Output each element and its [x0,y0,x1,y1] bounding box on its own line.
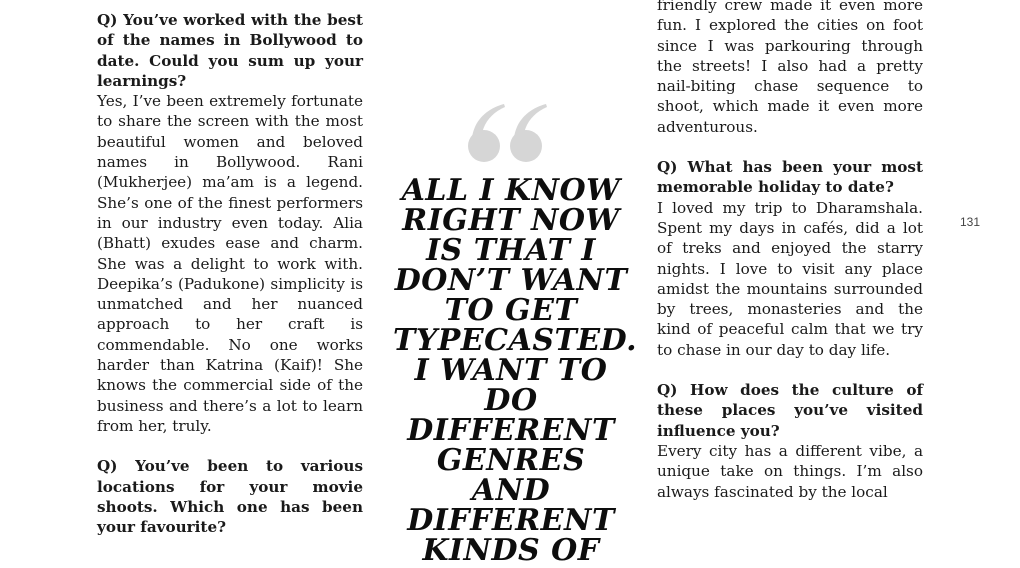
answer-1: Yes, I’ve been extremely fortunate to share the screen with the most beautiful women and beloved names in Bollywood. Rani (Mukherjee) ma’am is a legend. She’s one of the finest performers in our industry even today. Alia (Bhatt) exudes ease and charm. She was a delight to work with. Deepika’s (Padukone) simplicity is unmatched and her nuanced approach to her craft is commendable. No one works harder than Katrina (Kaif)! She knows the commercial side of the business and there’s a lot to learn from her, truly. [97,92,363,435]
pull-quote: ALL I KNOW RIGHT NOW IS THAT I DON’T WANT TO GET TYPECASTED. I WANT TO DO DIFFERENT GENRES AND DIFFERENT KINDS OF [393,173,638,568]
answer-2-continued: friendly crew made it even more fun. I explored the cities on foot since I was parkouring through the streets! I also had a pretty nail-biting chase sequence to shoot, which made it even more adventurous. [657,0,923,136]
opening-quote-icon [466,104,556,164]
question-3: Q) What has been your most memorable holiday to date? [657,158,923,197]
question-1: Q) You’ve worked with the best of the names in Bollywood to date. Could you sum up your learnings? [97,11,363,90]
question-2: Q) You’ve been to various locations for your movie shoots. Which one has been your favourite? [97,457,363,537]
right-column [657,0,923,502]
question-4: Q) How does the culture of these places you’ve visited influence you? [657,381,923,440]
page-number: 131 [960,215,981,229]
answer-4: Every city has a different vibe, a unique take on things. I’m also always fascinated by the local [657,441,923,501]
answer-3: I loved my trip to Dharamshala. Spent my days in cafés, did a lot of treks and enjoyed the starry nights. I love to visit any place amidst the mountains surrounded by trees, monasteries and the kind of peaceful calm that we try to chase in our day to day life. [657,198,923,359]
left-column [97,10,363,537]
